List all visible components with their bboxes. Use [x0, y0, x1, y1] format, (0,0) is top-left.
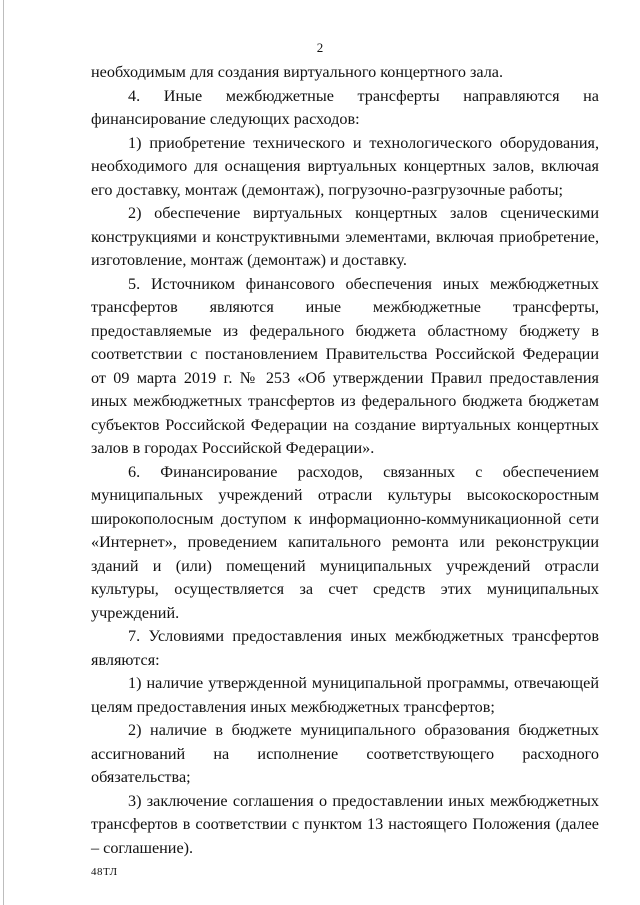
footer-document-code: 48ТЛ: [91, 866, 118, 878]
paragraph-item-6: 6. Финансирование расходов, связанных с обеспечением муниципальных учреждений отрасли культуры высокоскоростным широкополосным доступом к информационно-коммуникационной сети «Интернет», проведением капитального ремонта или реконструкции зданий и (или) помещений муниципальных учреждений отрасли культуры, осуществляется за счет средств этих муниципальных учреждений.: [91, 462, 599, 622]
paragraph-item-4: 4. Иные межбюджетные трансферты направляются на финансирование следующих расходов:: [91, 86, 599, 128]
paragraph-item-4-1: 1) приобретение технического и технологического оборудования, необходимого для оснащения виртуальных концертных залов, включая его доставку, монтаж (демонтаж), погрузочно-разгрузочные работы;: [91, 133, 599, 199]
paragraph-item-7-1: 1) наличие утвержденной муниципальной программы, отвечающей целям предоставления иных межбюджетных трансфертов;: [91, 674, 599, 716]
paragraph-item-7: 7. Условиями предоставления иных межбюджетных трансфертов являются:: [91, 627, 599, 669]
scan-edge-line: [3, 0, 4, 905]
paragraph-item-7-2: 2) наличие в бюджете муниципального образования бюджетных ассигнований на исполнение соответствующего расходного обязательства;: [91, 721, 599, 786]
document-body: [91, 61, 599, 860]
paragraph-continuation: необходимым для создания виртуального концертного зала.: [91, 63, 504, 81]
paragraph-item-7-3: 3) заключение соглашения о предоставлении иных межбюджетных трансфертов в соответствии с пунктом 13 настоящего Положения (далее – соглашение).: [91, 791, 599, 857]
paragraph-item-5: 5. Источником финансового обеспечения иных межбюджетных трансфертов являются иные межбюджетные трансферты, предоставляемые из федерального бюджета областному бюджету в соответствии с постановлением Правительства Российской Федерации от 09 марта 2019 г. № 253 «Об утверждении Правил предоставления иных межбюджетных трансфертов из федерального бюджета бюджетам субъектов Российской Федерации на создание виртуальных концертных залов в городах Российской Федерации».: [91, 274, 599, 457]
page-number: 2: [316, 40, 324, 55]
paragraph-item-4-2: 2) обеспечение виртуальных концертных залов сценическими конструкциями и конструктивными элементами, включая приобретение, изготовление, монтаж (демонтаж) и доставку.: [91, 204, 599, 269]
